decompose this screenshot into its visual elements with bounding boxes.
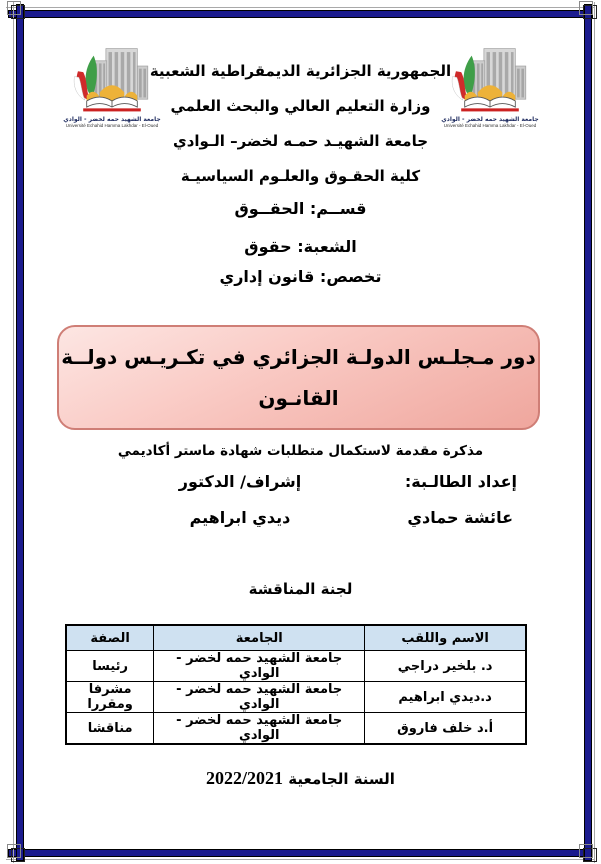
table-row <box>66 682 526 713</box>
academic-year-label: السنة الجامعية <box>288 770 395 788</box>
logo-caption-french: Université Echahid Hamma Lakhdar - El-Oued <box>65 123 159 128</box>
member-name: د.ديدي ابراهيم <box>365 682 526 713</box>
thesis-title-box <box>57 325 540 430</box>
member-university: جامعة الشهيد حمه لخضر - الوادي <box>154 651 365 682</box>
academic-year-line <box>0 768 601 789</box>
member-university: جامعة الشهيد حمه لخضر - الوادي <box>154 713 365 745</box>
member-role: رئيسا <box>66 651 154 682</box>
thesis-title-line1: دور مـجلـس الدولـة الجزائري في تكـريـس دولــة <box>61 344 536 369</box>
specialty-line: تخصص: قانون إداري <box>219 267 382 286</box>
frame-corner-ornament <box>583 5 597 19</box>
republic-line: الجمهورية الجزائرية الديمقراطية الشعبية <box>149 62 452 80</box>
committee-table <box>65 624 527 745</box>
member-university: جامعة الشهيد حمه لخضر - الوادي <box>154 682 365 713</box>
branch-line: الشعبة: حقوق <box>244 237 357 256</box>
logo-caption-french: Université Echahid Hamma Lakhdar - El-Oued <box>443 123 537 128</box>
supervisor-name: ديدي ابراهيم <box>189 508 291 527</box>
supervisor-label: إشراف/ الدكتور <box>178 472 302 491</box>
frame-border-top <box>8 10 593 18</box>
member-role: مناقشا <box>66 713 154 745</box>
frame-corner-ornament <box>11 848 25 862</box>
member-role: مشرفا ومقررا <box>66 682 154 713</box>
committee-heading: لجنة المناقشة <box>248 580 353 598</box>
frame-corner-ornament <box>583 848 597 862</box>
column-header-role: الصفة <box>66 625 154 651</box>
university-line: جامعة الشهيـد حمـه لخضر– الـوادي <box>172 132 429 150</box>
ministry-line: وزارة التعليم العالي والبحث العلمي <box>170 97 431 115</box>
university-logo <box>56 44 168 129</box>
table-row <box>66 713 526 745</box>
table-row <box>66 651 526 682</box>
memo-note: مذكرة مقدمة لاستكمال متطلبات شهادة ماستر أكاديمي <box>117 443 484 459</box>
thesis-title-line2: القانـون <box>258 386 339 411</box>
frame-border-bottom <box>8 849 593 857</box>
frame-corner-ornament <box>11 5 25 19</box>
department-line: قســم: الحقــوق <box>234 199 367 218</box>
column-header-university: الجامعة <box>154 625 365 651</box>
faculty-line: كلية الحقـوق والعلـوم السياسيـة <box>180 167 421 185</box>
table-header-row <box>66 625 526 651</box>
logo-caption-arabic: جامعة الشهيد حمه لخضر - الوادي <box>441 116 539 123</box>
university-logo <box>434 44 546 129</box>
member-name: د. بلخير دراجي <box>365 651 526 682</box>
logo-caption-arabic: جامعة الشهيد حمه لخضر - الوادي <box>63 116 161 123</box>
column-header-name: الاسم واللقب <box>365 625 526 651</box>
academic-year-value: 2022/2021 <box>206 768 284 788</box>
student-label: إعداد الطالـبة: <box>404 472 517 491</box>
member-name: أ.د خلف فاروق <box>365 713 526 745</box>
student-name: عائشة حمادي <box>407 508 513 527</box>
